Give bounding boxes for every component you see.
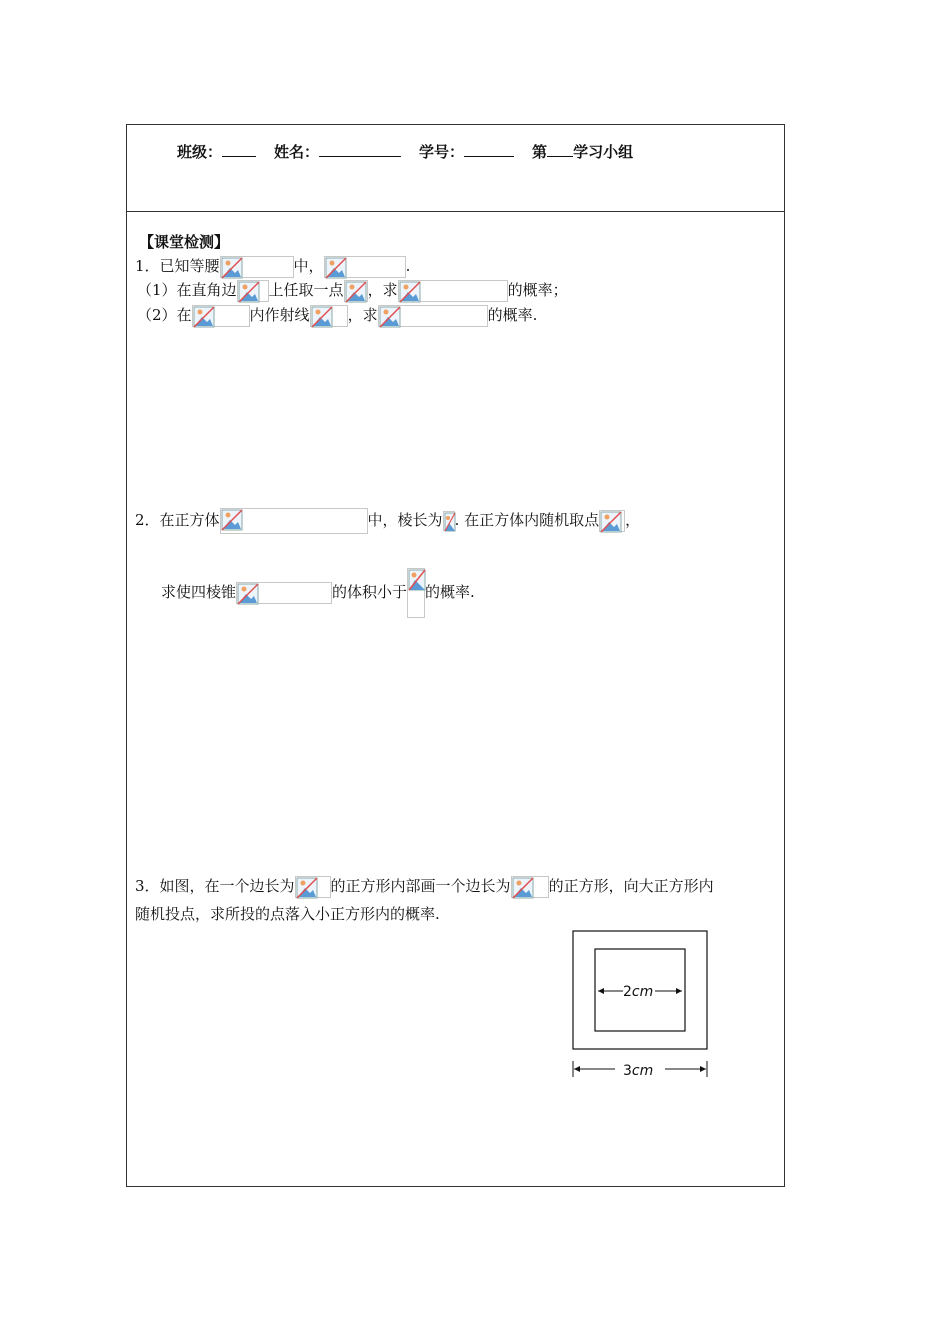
group-blank[interactable] [547, 142, 573, 157]
header-row [127, 125, 784, 212]
worksheet-frame [126, 124, 785, 1187]
inner-label: 2cm [623, 984, 654, 1000]
group-prefix: 第 [532, 143, 548, 161]
broken-image-icon [443, 511, 455, 531]
student-no-blank[interactable] [464, 142, 514, 157]
broken-image-icon [220, 256, 294, 278]
q1-part1: （1）在直角边 上任取一点 ，求 的概率； [137, 280, 568, 302]
name-label: 姓名： [274, 143, 320, 161]
q3-line2: 随机投点，求所投的点落入小正方形内的概率. [135, 905, 440, 923]
q1-part2: （2）在 内作射线 ，求 的概率. [137, 305, 537, 327]
nested-squares-figure [571, 929, 721, 1089]
q1-line1: 1．已知等腰 中， . [135, 256, 410, 278]
name-blank[interactable] [319, 142, 401, 157]
broken-image-icon [344, 280, 368, 302]
section-title: 【课堂检测】 [139, 233, 230, 251]
q3-line1: 3．如图，在一个边长为 的正方形内部画一个边长为 的正方形，向大正方形内 [135, 876, 714, 898]
outer-arrowhead-right [700, 1066, 706, 1072]
broken-image-icon [220, 508, 368, 534]
broken-image-icon [378, 305, 488, 327]
header-fields [177, 141, 633, 162]
broken-image-icon [511, 876, 549, 898]
inner-arrowhead-left [598, 988, 604, 994]
q2-line1: 2．在正方体 中，棱长为 . 在正方体内随机取点 ， [135, 508, 640, 534]
group-suffix: 学习小组 [573, 143, 634, 161]
broken-image-icon [236, 582, 332, 604]
broken-image-icon [237, 280, 269, 302]
class-label: 班级： [177, 143, 223, 161]
outer-arrowhead-left [574, 1066, 580, 1072]
broken-image-icon [324, 256, 406, 278]
broken-image-icon [407, 568, 425, 618]
broken-image-icon [599, 510, 625, 532]
broken-image-icon [310, 305, 348, 327]
outer-label: 3cm [623, 1063, 654, 1079]
q2-line2: 求使四棱锥 的体积小于 的概率. [161, 568, 475, 618]
inner-arrowhead-right [676, 988, 682, 994]
figure-svg [571, 929, 721, 1089]
broken-image-icon [192, 305, 250, 327]
broken-image-icon [295, 876, 331, 898]
broken-image-icon [398, 280, 508, 302]
class-blank[interactable] [222, 142, 256, 157]
student-no-label: 学号： [419, 143, 465, 161]
